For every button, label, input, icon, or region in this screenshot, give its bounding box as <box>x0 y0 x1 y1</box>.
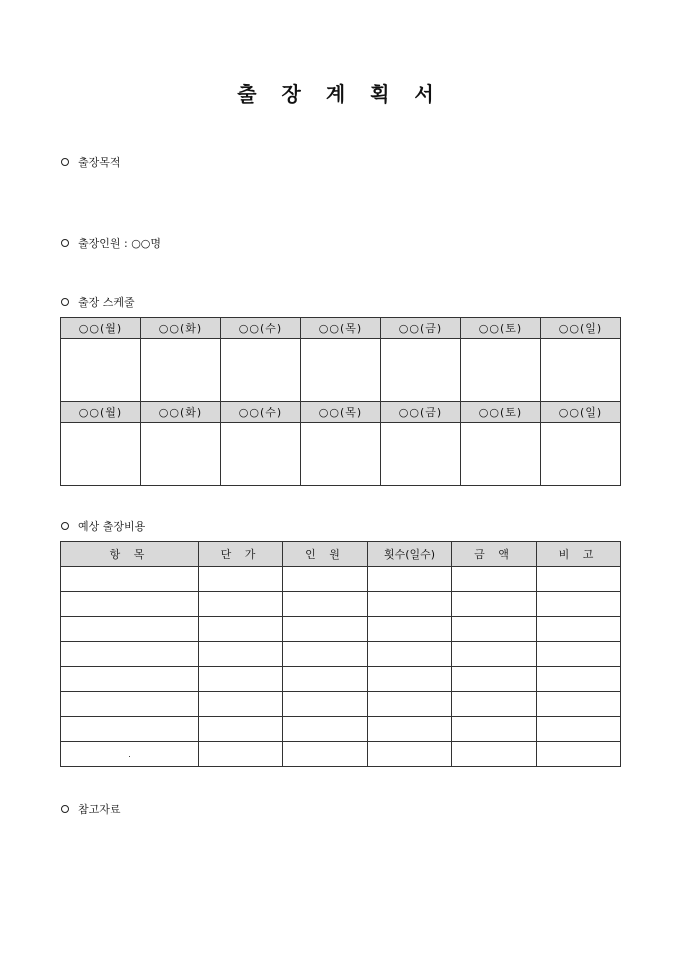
section-purpose-label: 출장목적 <box>78 156 121 169</box>
cost-row <box>61 692 621 717</box>
cost-cell[interactable] <box>368 567 452 592</box>
cost-cell[interactable] <box>199 592 283 617</box>
cost-cell[interactable] <box>452 642 537 667</box>
circle-bullet-icon <box>61 522 69 530</box>
schedule-day-header: ○○(목) <box>301 318 381 339</box>
cost-row <box>61 592 621 617</box>
schedule-cell[interactable] <box>61 339 141 402</box>
schedule-cell[interactable] <box>461 423 541 486</box>
cost-header-amount: 금 액 <box>452 542 537 567</box>
cost-cell[interactable] <box>283 692 368 717</box>
cost-cell[interactable] <box>452 692 537 717</box>
schedule-cell[interactable] <box>221 339 301 402</box>
cost-cell[interactable] <box>368 667 452 692</box>
cost-cell[interactable] <box>537 592 621 617</box>
cost-cell[interactable] <box>199 717 283 742</box>
cost-header-unit-price: 단 가 <box>199 542 283 567</box>
cost-header-note: 비 고 <box>537 542 621 567</box>
schedule-day-header: ○○(수) <box>221 318 301 339</box>
section-cost <box>61 518 145 534</box>
cost-cell[interactable] <box>537 667 621 692</box>
cost-cell[interactable] <box>199 567 283 592</box>
schedule-day-header: ○○(금) <box>381 402 461 423</box>
schedule-cell[interactable] <box>541 423 621 486</box>
cost-cell[interactable] <box>452 742 537 767</box>
schedule-table <box>60 317 621 486</box>
schedule-cell[interactable] <box>301 423 381 486</box>
cost-cell[interactable] <box>61 592 199 617</box>
section-personnel-label: 출장인원 : ○○명 <box>78 237 162 250</box>
cost-cell[interactable] <box>368 617 452 642</box>
cost-cell[interactable] <box>283 717 368 742</box>
schedule-cell[interactable] <box>381 339 461 402</box>
cost-cell[interactable] <box>537 567 621 592</box>
schedule-day-header: ○○(토) <box>461 402 541 423</box>
page-title: 출 장 계 획 서 <box>237 82 443 106</box>
cost-cell[interactable] <box>368 642 452 667</box>
cost-row <box>61 617 621 642</box>
cost-cell[interactable] <box>61 717 199 742</box>
cost-cell[interactable] <box>283 592 368 617</box>
cost-cell[interactable] <box>61 642 199 667</box>
section-schedule <box>61 294 135 310</box>
schedule-day-header: ○○(화) <box>141 402 221 423</box>
section-reference-label: 참고자료 <box>78 803 121 816</box>
cost-cell[interactable] <box>368 592 452 617</box>
schedule-day-header: ○○(월) <box>61 318 141 339</box>
cost-row <box>61 667 621 692</box>
cost-cell[interactable] <box>452 667 537 692</box>
cost-cell[interactable] <box>199 742 283 767</box>
section-purpose <box>61 154 121 170</box>
schedule-day-header: ○○(목) <box>301 402 381 423</box>
schedule-cell[interactable] <box>61 423 141 486</box>
cost-cell[interactable] <box>452 592 537 617</box>
cost-cell[interactable] <box>537 717 621 742</box>
schedule-cell[interactable] <box>141 339 221 402</box>
cost-cell[interactable] <box>452 617 537 642</box>
cost-header-days: 횟수(일수) <box>368 542 452 567</box>
cost-cell[interactable] <box>452 567 537 592</box>
cost-cell[interactable] <box>537 617 621 642</box>
cost-cell[interactable] <box>199 692 283 717</box>
cost-row <box>61 642 621 667</box>
cost-table <box>60 541 621 767</box>
schedule-day-header: ○○(월) <box>61 402 141 423</box>
schedule-day-header: ○○(금) <box>381 318 461 339</box>
schedule-cell[interactable] <box>461 339 541 402</box>
schedule-cell[interactable] <box>381 423 461 486</box>
cost-header-item: 항 목 <box>61 542 199 567</box>
cost-row <box>61 567 621 592</box>
section-schedule-label: 출장 스케줄 <box>78 296 135 309</box>
cost-cell[interactable] <box>452 717 537 742</box>
cost-row <box>61 717 621 742</box>
schedule-day-header: ○○(일) <box>541 402 621 423</box>
cost-cell[interactable] <box>199 667 283 692</box>
section-cost-label: 예상 출장비용 <box>78 520 146 533</box>
circle-bullet-icon <box>61 239 69 247</box>
cost-cell[interactable] <box>61 567 199 592</box>
cost-cell[interactable]: . <box>61 742 199 767</box>
cost-cell[interactable] <box>368 717 452 742</box>
schedule-day-header: ○○(토) <box>461 318 541 339</box>
schedule-cell[interactable] <box>541 339 621 402</box>
schedule-cell[interactable] <box>141 423 221 486</box>
cost-cell[interactable] <box>283 617 368 642</box>
section-reference <box>61 801 121 817</box>
cost-cell[interactable] <box>368 692 452 717</box>
cost-cell[interactable] <box>537 692 621 717</box>
cost-cell[interactable] <box>537 742 621 767</box>
circle-bullet-icon <box>61 158 69 166</box>
cost-row <box>61 742 621 767</box>
schedule-cell[interactable] <box>301 339 381 402</box>
cost-cell[interactable] <box>199 642 283 667</box>
cost-cell[interactable] <box>199 617 283 642</box>
schedule-day-header: ○○(수) <box>221 402 301 423</box>
circle-bullet-icon <box>61 805 69 813</box>
schedule-day-header: ○○(일) <box>541 318 621 339</box>
section-personnel <box>61 235 161 251</box>
cost-cell[interactable] <box>537 642 621 667</box>
cost-cell[interactable] <box>283 567 368 592</box>
circle-bullet-icon <box>61 298 69 306</box>
cost-cell[interactable] <box>283 742 368 767</box>
cost-header-people: 인 원 <box>283 542 368 567</box>
cost-cell[interactable] <box>61 617 199 642</box>
cost-cell[interactable] <box>368 742 452 767</box>
cost-cell[interactable] <box>283 642 368 667</box>
schedule-day-header: ○○(화) <box>141 318 221 339</box>
schedule-cell[interactable] <box>221 423 301 486</box>
cost-cell[interactable] <box>61 692 199 717</box>
cost-cell[interactable] <box>283 667 368 692</box>
cost-cell[interactable] <box>61 667 199 692</box>
